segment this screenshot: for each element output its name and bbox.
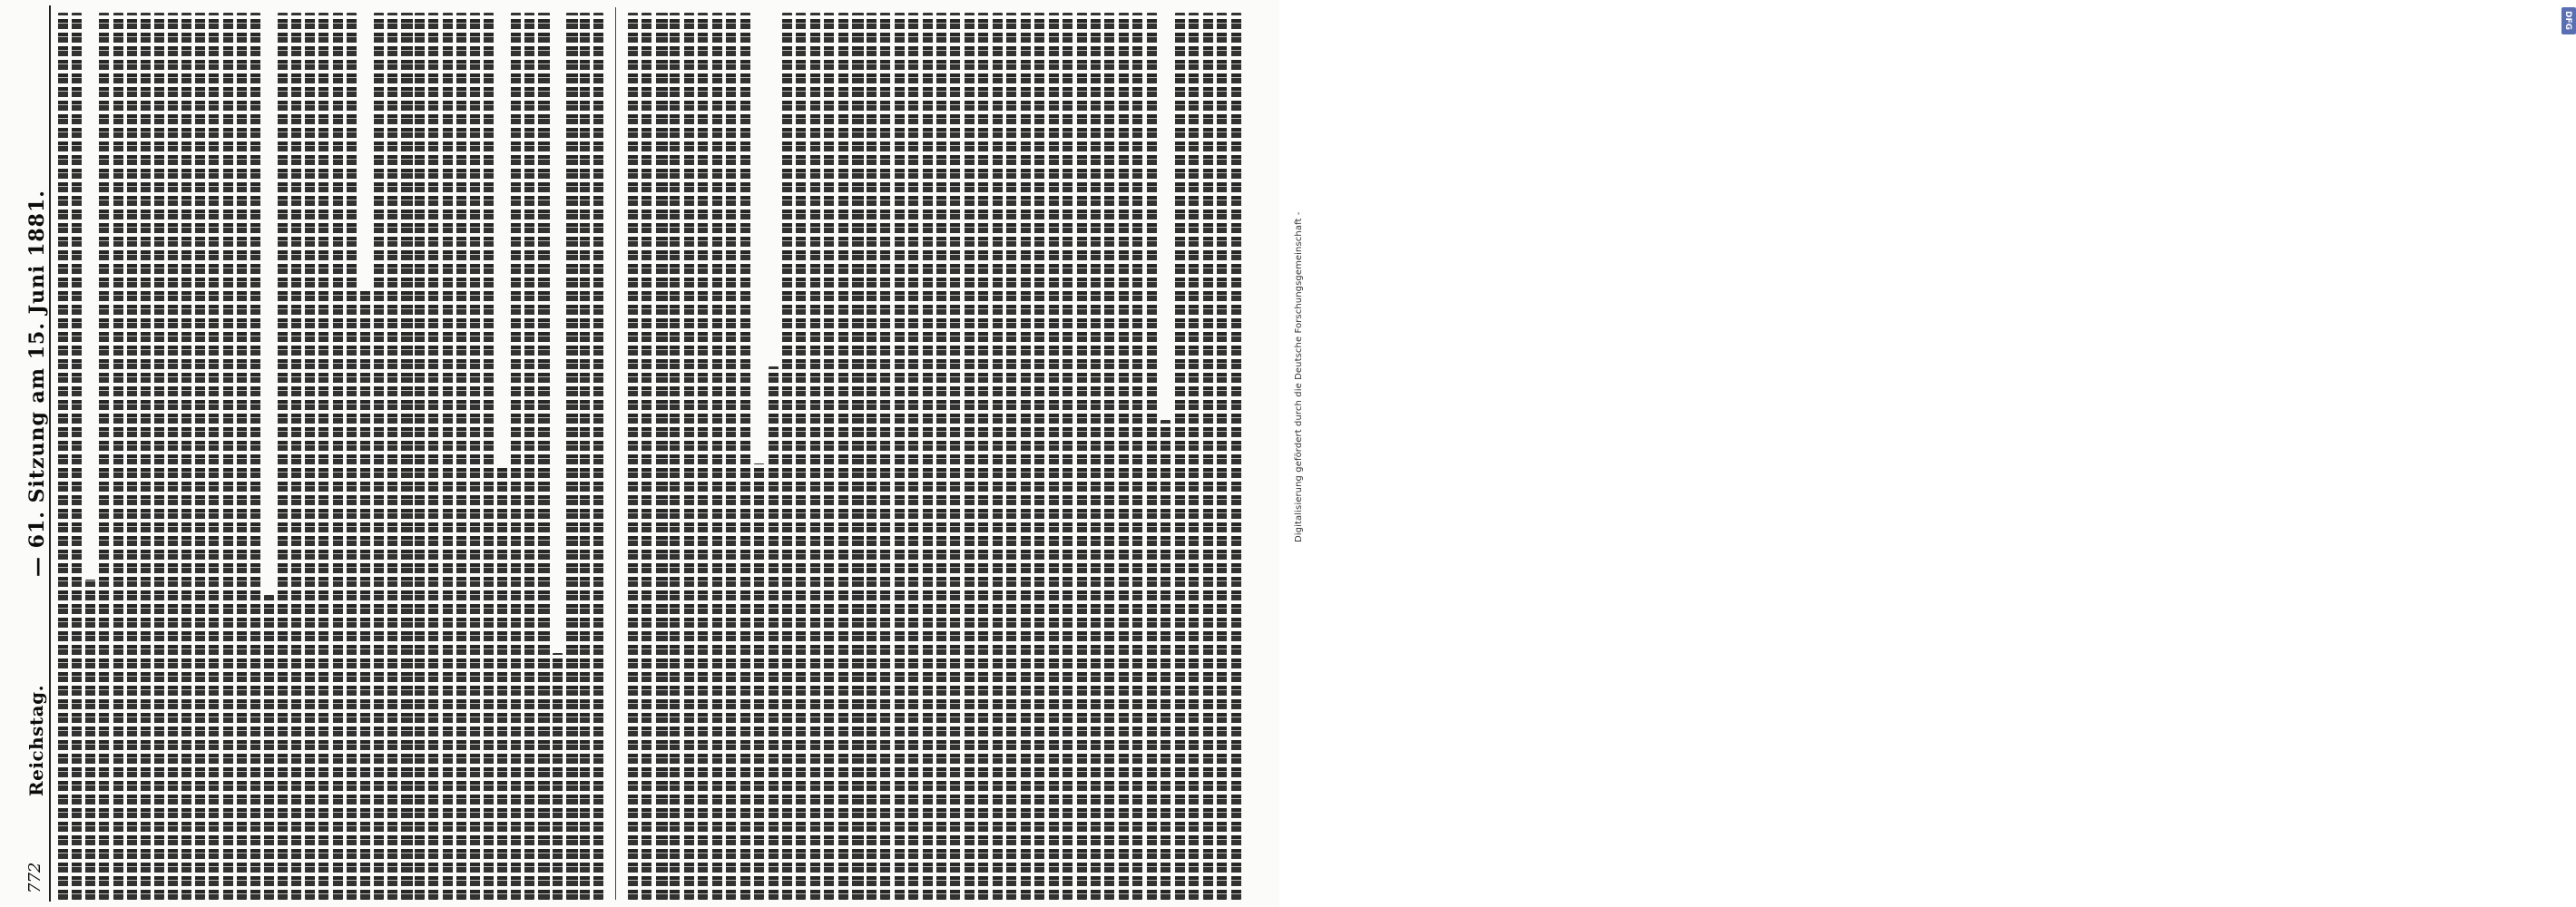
text-line [72,13,82,900]
text-line [553,653,563,900]
text-line [264,595,274,900]
text-line [593,13,603,900]
text-line [1021,13,1031,900]
text-line [538,13,550,900]
text-line [58,13,68,900]
text-line [782,13,792,900]
text-line [810,13,820,900]
text-line [401,13,413,900]
text-column-right [626,7,1247,900]
text-line [360,289,370,900]
text-line [628,13,638,900]
text-line [168,13,178,900]
text-line [838,13,848,900]
text-line [428,13,438,900]
text-line [950,13,960,900]
page-number: 772 [25,862,44,893]
text-line [470,13,480,900]
session-title: — 61. Sitzung am 15. Juni 1881. [25,190,49,577]
text-line [333,13,343,900]
text-line [852,13,864,900]
text-line [415,13,425,900]
text-line [127,13,137,900]
text-line [1189,13,1199,900]
text-line [895,13,905,900]
text-line [387,13,397,900]
text-line [698,13,708,900]
text-line [923,13,933,900]
text-line [726,13,736,900]
digitization-note: Digitalisierung gefördert durch die Deutsche Forschungsgemeinschaft - [1294,211,1304,542]
text-line [181,13,191,900]
text-line [99,13,109,900]
scanned-page [0,0,1279,907]
text-line [1147,13,1157,900]
text-line [978,13,988,900]
text-line [642,13,651,900]
text-line [566,13,578,900]
text-line [237,13,247,900]
text-line [1231,13,1241,900]
text-line [305,13,315,900]
text-line [250,13,260,900]
text-line [670,13,680,900]
text-line [1132,13,1142,900]
text-line [278,13,288,900]
text-line [113,13,123,900]
text-line [712,13,722,900]
dfg-logo [2561,7,2576,34]
text-line [291,13,301,900]
column-divider [615,7,616,900]
text-line [908,13,918,900]
dfg-logo-text: DFG [2563,11,2572,31]
header-rule [49,5,51,902]
text-line [880,13,890,900]
text-line [1119,13,1129,900]
text-line [443,13,453,900]
text-line [796,13,806,900]
text-line [1091,13,1101,900]
text-line [754,463,764,900]
text-line [684,13,694,900]
text-line [1175,13,1185,900]
publication-title: Reichstag. [25,684,47,796]
text-line [1104,13,1114,900]
text-line [769,366,779,900]
text-line [223,13,233,900]
text-line [497,464,507,900]
text-line [154,13,164,900]
text-line [1203,13,1213,900]
text-line [824,13,834,900]
text-line [1077,13,1087,900]
text-column-left [56,7,610,900]
text-line [374,13,384,900]
text-line [867,13,877,900]
text-line [1161,420,1170,900]
text-line [1217,13,1227,900]
text-line [936,13,946,900]
text-line [141,13,151,900]
text-line [1063,13,1073,900]
text-line [1034,13,1044,900]
text-line [318,13,328,900]
text-line [740,13,750,900]
text-line [456,13,466,900]
text-line [511,13,521,900]
text-line [85,580,95,900]
text-line [195,13,205,900]
text-line [484,13,494,900]
text-line [347,13,357,900]
text-line [656,13,668,900]
text-line [524,13,534,900]
text-line [1049,13,1059,900]
text-line [209,13,219,900]
text-line [1006,13,1016,900]
text-line [965,13,975,900]
text-line [580,13,590,900]
text-line [993,13,1003,900]
